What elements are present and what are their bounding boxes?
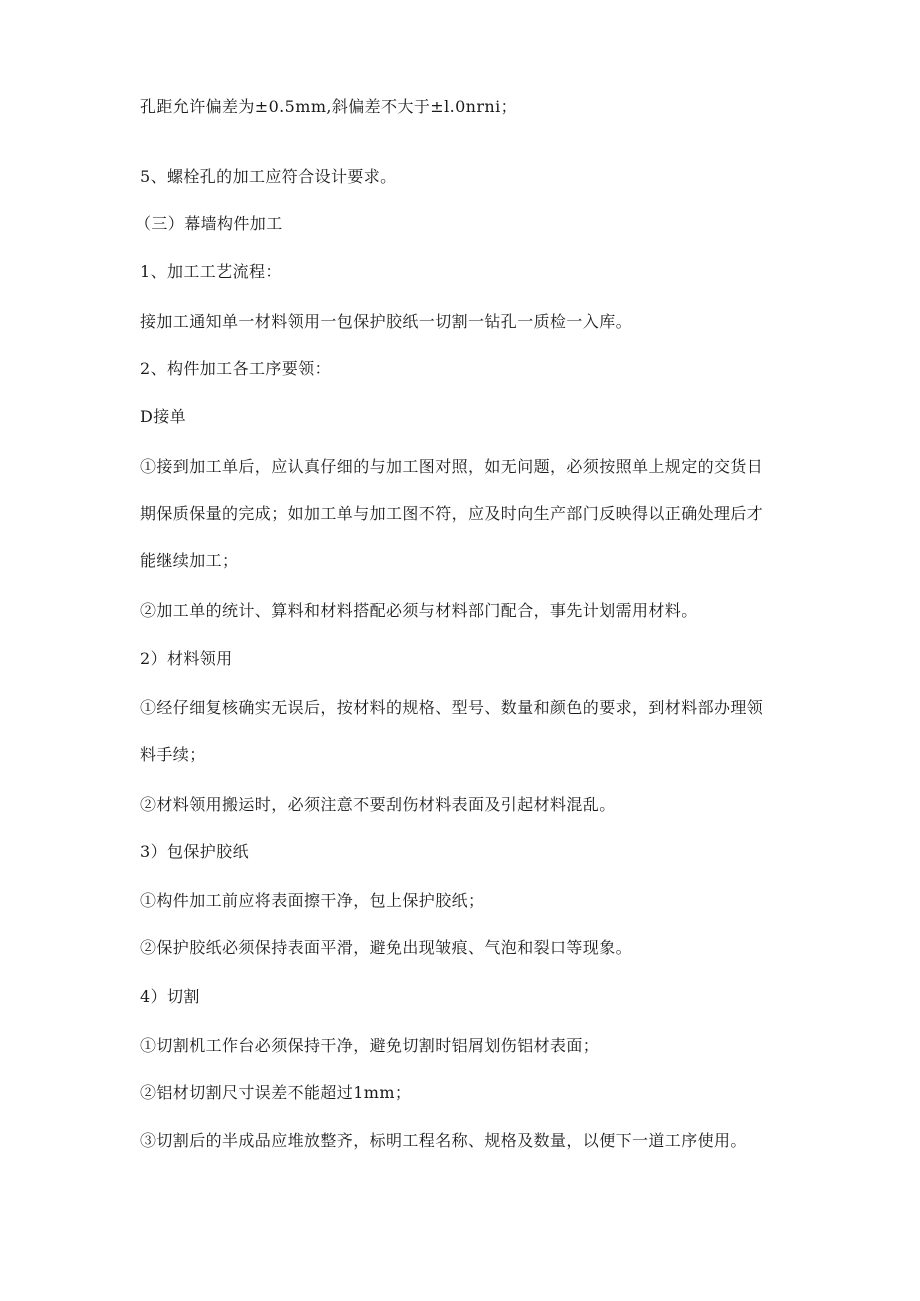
text-line: ①经仔细复核确实无误后，按材料的规格、型号、数量和颜色的要求，到材料部办理领 (140, 698, 764, 717)
text-line: ②保护胶纸必须保持表面平滑，避免出现皱痕、气泡和裂口等现象。 (140, 938, 633, 957)
text-line-process-flow: 接加工通知单一材料领用一包保护胶纸一切割一钻孔一质检一入库。 (140, 312, 633, 331)
text-line: 期保质保量的完成；如加工单与加工图不符，应及时向生产部门反映得以正确处理后才 (140, 504, 764, 523)
text-line-hole-spacing-tolerance: 孔距允许偏差为±0.5mm,斜偏差不大于±l.0nrni； (140, 97, 518, 116)
text-line: ①构件加工前应将表面擦干净，包上保护胶纸； (140, 891, 485, 910)
text-line: ②材料领用搬运时，必须注意不要刮伤材料表面及引起材料混乱。 (140, 795, 616, 814)
subheading-process-essentials: 2、构件加工各工序要领： (140, 359, 331, 378)
text-line: 料手续； (140, 745, 206, 764)
step-heading-receive-order: D接单 (140, 407, 187, 426)
text-line: ③切割后的半成品应堆放整齐，标明工程名称、规格及数量，以便下一道工序使用。 (140, 1131, 747, 1150)
text-line: ①切割机工作台必须保持干净，避免切割时铝屑划伤铝材表面； (140, 1036, 600, 1055)
text-line: ②铝材切割尺寸误差不能超过1mm； (140, 1083, 412, 1102)
section-heading-curtain-wall-processing: （三）幕墙构件加工 (135, 214, 283, 233)
text-line: ①接到加工单后，应认真仔细的与加工图对照，如无问题，必须按照单上规定的交货日 (140, 457, 764, 476)
text-line: 能继续加工； (140, 551, 239, 570)
step-heading-cutting: 4）切割 (140, 987, 200, 1006)
step-heading-material-requisition: 2）材料领用 (140, 649, 233, 668)
text-line-bolt-hole-requirement: 5、螺栓孔的加工应符合设计要求。 (140, 167, 397, 186)
subheading-process-flow: 1、加工工艺流程： (140, 262, 282, 281)
step-heading-protective-film: 3）包保护胶纸 (140, 842, 249, 861)
text-line: ②加工单的统计、算料和材料搭配必须与材料部门配合，事先计划需用材料。 (140, 601, 698, 620)
